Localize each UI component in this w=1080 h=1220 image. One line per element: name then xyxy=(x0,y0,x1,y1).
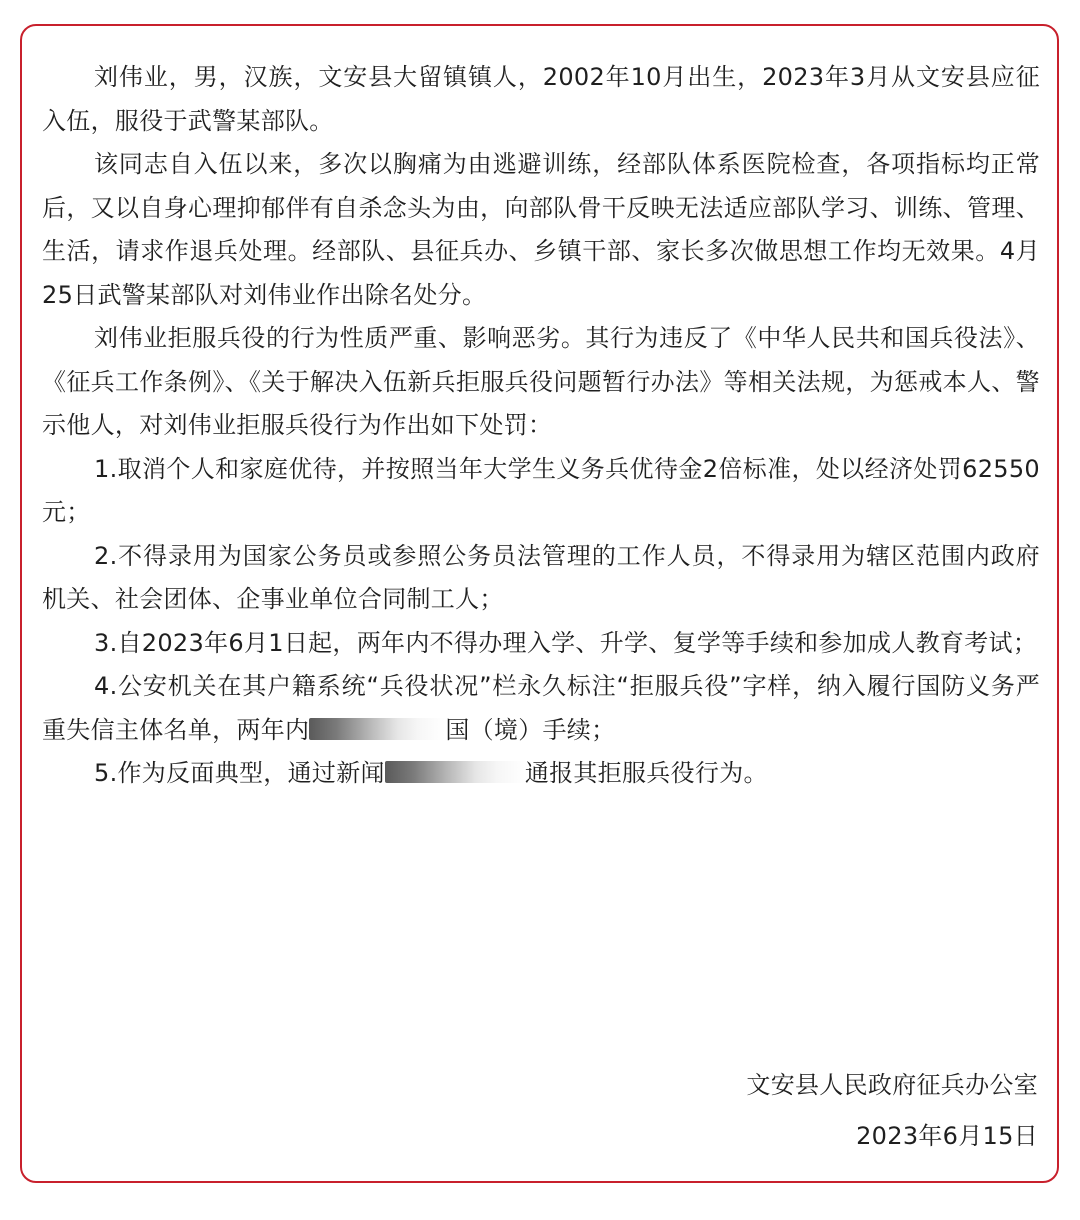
penalty-item-5 xyxy=(42,752,1040,796)
issue-date: 2023年6月15日 xyxy=(856,1122,1038,1150)
penalty-item-4-text-start: 4.公安机关在其户籍系统“兵役状况”栏永久标注“拒服兵役”字样，纳入履行国防义务严重失信主体名单，两年内 xyxy=(42,672,1040,744)
penalty-item-3: 3.自2023年6月1日起，两年内不得办理入学、升学、复学等手续和参加成人教育考试； xyxy=(94,628,1038,657)
paragraph-personal-info: 刘伟业，男，汉族，文安县大留镇镇人，2002年10月出生，2023年3月从文安县应征入伍，服役于武警某部队。 xyxy=(42,63,1040,135)
redaction-mark xyxy=(385,761,525,783)
penalty-item-5-text-start: 5.作为反面典型，通过新闻 xyxy=(94,759,385,787)
issuing-organization: 文安县人民政府征兵办公室 xyxy=(746,1071,1038,1099)
paragraph-incident: 该同志自入伍以来，多次以胸痛为由逃避训练，经部队体系医院检查，各项指标均正常后，又以自身心理抑郁伴有自杀念头为由，向部队骨干反映无法适应部队学习、训练、管理、生活，请求作退兵处理。经部队、县征兵办、乡镇干部、家长多次做思想工作均无效果。4月25日武警某部队对刘伟业作出除名处分。 xyxy=(42,150,1040,309)
notice-body xyxy=(42,56,1040,796)
penalty-item-2: 2.不得录用为国家公务员或参照公务员法管理的工作人员，不得录用为辖区范围内政府机关、社会团体、企事业单位合同制工人； xyxy=(42,541,1040,613)
penalty-item-4-text-end: 国（境）手续； xyxy=(445,715,616,744)
penalty-item-5-text-end: 通报其拒服兵役行为。 xyxy=(524,759,768,787)
paragraph-violation: 刘伟业拒服兵役的行为性质严重、影响恶劣。其行为违反了《中华人民共和国兵役法》、《征兵工作条例》、《关于解决入伍新兵拒服兵役问题暂行办法》等相关法规，为惩戒本人、警示他人，对刘伟业拒服兵役行为作出如下处罚： xyxy=(42,324,1040,439)
penalty-item-4 xyxy=(42,665,1040,752)
penalty-item-1: 1.取消个人和家庭优待，并按照当年大学生义务兵优待金2倍标准，处以经济处罚62550元； xyxy=(42,454,1040,526)
redaction-mark xyxy=(309,718,445,740)
